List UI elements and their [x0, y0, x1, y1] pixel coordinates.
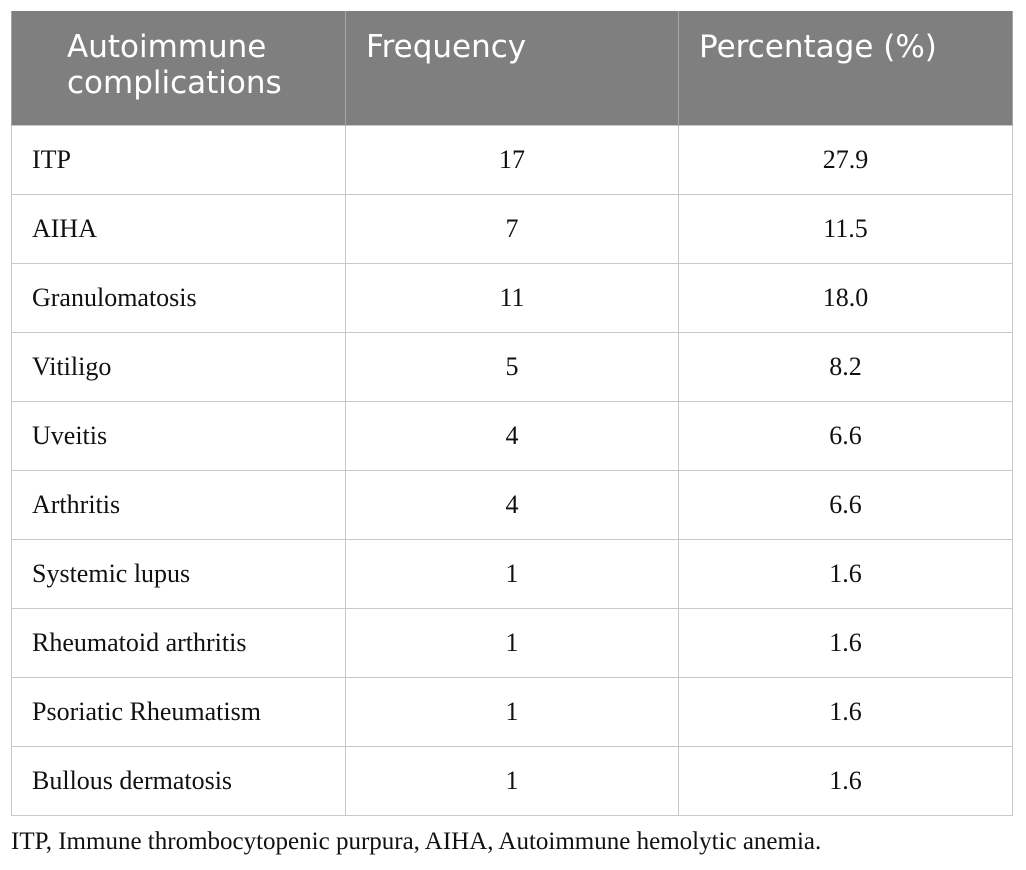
table-row — [12, 539, 1013, 608]
cell-frequency: 1 — [346, 608, 679, 677]
cell-complication: Arthritis — [12, 470, 346, 539]
cell-complication: ITP — [12, 125, 346, 194]
table-row — [12, 470, 1013, 539]
table-row — [12, 194, 1013, 263]
cell-complication: Psoriatic Rheumatism — [12, 677, 346, 746]
cell-percentage: 8.2 — [679, 332, 1013, 401]
header-frequency: Frequency — [346, 11, 679, 125]
cell-frequency: 17 — [346, 125, 679, 194]
table-row — [12, 263, 1013, 332]
table-footnote: ITP, Immune thrombocytopenic purpura, AIHA, Autoimmune hemolytic anemia. — [11, 828, 822, 855]
cell-complication: Granulomatosis — [12, 263, 346, 332]
cell-percentage: 27.9 — [679, 125, 1013, 194]
cell-frequency: 1 — [346, 677, 679, 746]
table-row — [12, 746, 1013, 815]
autoimmune-complications-table — [11, 11, 1013, 816]
cell-frequency: 1 — [346, 539, 679, 608]
table-row — [12, 332, 1013, 401]
header-percentage: Percentage (%) — [679, 11, 1013, 125]
cell-complication: AIHA — [12, 194, 346, 263]
cell-percentage: 11.5 — [679, 194, 1013, 263]
cell-percentage: 1.6 — [679, 746, 1013, 815]
table-row — [12, 125, 1013, 194]
cell-frequency: 4 — [346, 470, 679, 539]
cell-percentage: 1.6 — [679, 539, 1013, 608]
autoimmune-complications-table-container — [11, 11, 1012, 816]
cell-percentage: 6.6 — [679, 470, 1013, 539]
cell-percentage: 6.6 — [679, 401, 1013, 470]
header-row — [12, 11, 1013, 125]
cell-percentage: 1.6 — [679, 677, 1013, 746]
table-body — [12, 125, 1013, 815]
cell-complication: Bullous dermatosis — [12, 746, 346, 815]
cell-complication: Vitiligo — [12, 332, 346, 401]
cell-complication: Rheumatoid arthritis — [12, 608, 346, 677]
header-autoimmune-complications: Autoimmune complications — [12, 11, 346, 125]
cell-complication: Systemic lupus — [12, 539, 346, 608]
table-header — [12, 11, 1013, 125]
table-row — [12, 677, 1013, 746]
cell-frequency: 1 — [346, 746, 679, 815]
cell-percentage: 1.6 — [679, 608, 1013, 677]
cell-frequency: 4 — [346, 401, 679, 470]
table-row — [12, 401, 1013, 470]
cell-frequency: 11 — [346, 263, 679, 332]
cell-frequency: 5 — [346, 332, 679, 401]
cell-frequency: 7 — [346, 194, 679, 263]
table-row — [12, 608, 1013, 677]
cell-percentage: 18.0 — [679, 263, 1013, 332]
cell-complication: Uveitis — [12, 401, 346, 470]
